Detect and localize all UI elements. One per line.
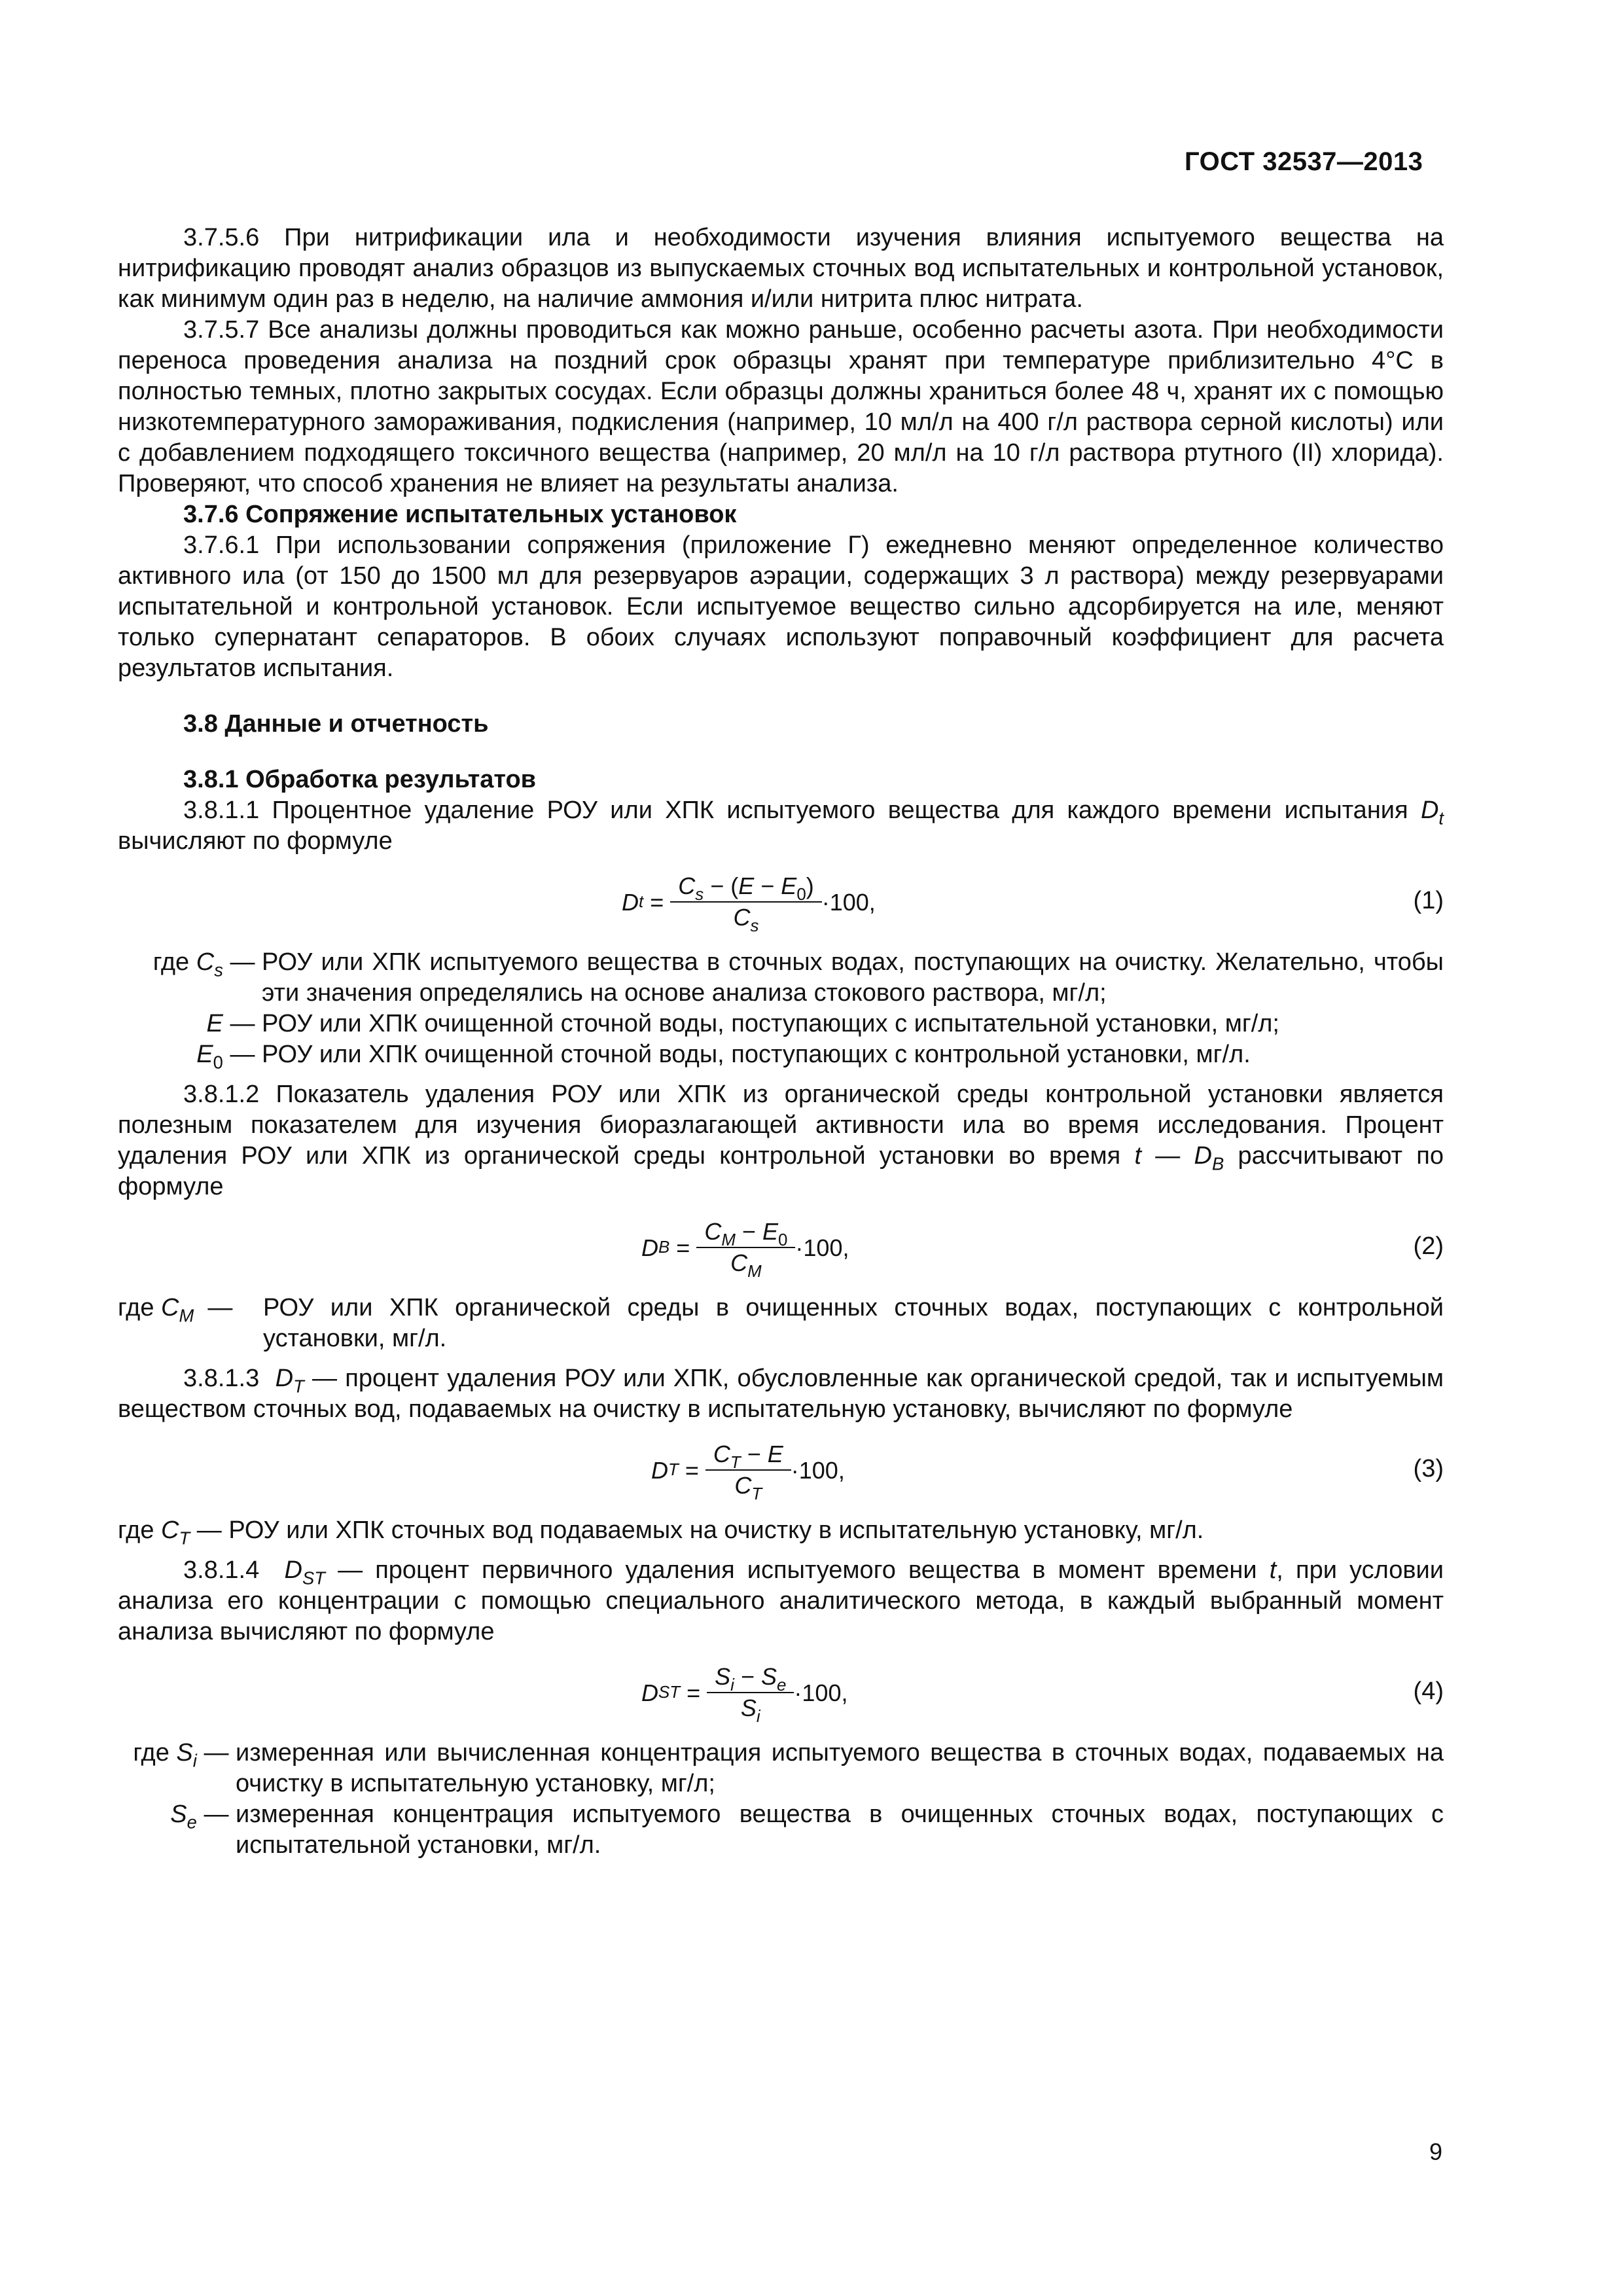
paragraph-3-8-1-2: 3.8.1.2 Показатель удаления РОУ или ХПК из органической среды контрольной установки является полезным показателем для изучения биоразлагающей активности ила во время исследования. Процент удаления РОУ или ХПК из органической среды контрольной установки во время t — $D_B$ рассчитывают по формуле — [118, 1081, 1444, 1200]
formula-1: D t = $\frac{C_s - (E - E_0)}{C_s}$ ·100, (1) — [622, 872, 1444, 936]
formula-4: D ST = $\frac{S_i - S_e}{S_i}$ ·100, (4) — [641, 1663, 1444, 1727]
where-row: $S_e$ — измеренная концентрация испытуемого вещества в очищенных сточных водах, поступающих с испытательной установки, мг/л. — [170, 1801, 1444, 1859]
where-row: где $S_i$ — измеренная или вычисленная концентрация испытуемого вещества в сточных водах, подаваемых на очистку в испытательную установку, мг/л; — [133, 1739, 1444, 1797]
where-row: где $C_s$ — РОУ или ХПК испытуемого вещества в сточных водах, поступающих на очистку. Желательно, чтобы эти значения определялись на основе анализа стокового раствора, мг/л; — [152, 948, 1444, 1007]
heading-3-8: 3.8 Данные и отчетность — [183, 710, 489, 738]
heading-3-7-6: 3.7.6 Сопряжение испытательных установок — [183, 501, 737, 528]
where-row: где $C_M$ — РОУ или ХПК органической среды в очищенных сточных водах, поступающих с контрольной установки, мг/л. — [118, 1294, 1444, 1352]
formula-number-1: (1) — [1413, 887, 1444, 914]
paragraph-3-8-1-1: 3.8.1.1 Процентное удаление РОУ или ХПК испытуемого вещества для каждого времени испытания $D_t$ вычисляют по формуле — [118, 797, 1444, 855]
paragraph-3-7-6-1: 3.7.6.1 При использовании сопряжения (приложение Г) ежедневно меняют определенное количество активного ила (от 150 до 1500 мл для резервуаров аэрации, содержащих 3 л раствора) между резервуарами испытательной и контрольной установок. Если испытуемое вещество сильно адсорбируется на иле, меняют только супернатант сепараторов. В обоих случаях используют поправочный коэффициент для расчета результатов испытания. — [118, 531, 1444, 682]
formula-3: D T = $\frac{C_T - E}{C_T}$ ·100, (3) — [651, 1441, 1444, 1504]
formula-number-4: (4) — [1413, 1677, 1444, 1705]
document-body — [118, 223, 1444, 1861]
page-number: 9 — [1429, 2138, 1443, 2165]
where-row: E — РОУ или ХПК очищенной сточной воды, поступающих с испытательной установки, мг/л; — [206, 1010, 1279, 1037]
heading-3-8-1: 3.8.1 Обработка результатов — [183, 766, 537, 793]
paragraph-3-8-1-3: 3.8.1.3 $D_T$ — процент удаления РОУ или ХПК, обусловленные как органической средой, так и испытуемым веществом сточных вод, подаваемых на очистку в испытательную установку, вычисляют по формуле — [118, 1365, 1444, 1423]
where-row: $E_0$ — РОУ или ХПК очищенной сточной воды, поступающих с контрольной установки, мг/л. — [196, 1041, 1251, 1073]
where-row: где $C_T$ — РОУ или ХПК сточных вод подаваемых на очистку в испытательную установку, мг/л. — [118, 1516, 1204, 1549]
document-header: ГОСТ 32537—2013 — [1185, 147, 1423, 176]
formula-number-2: (2) — [1413, 1232, 1444, 1260]
paragraph-3-7-5-7: 3.7.5.7 Все анализы должны проводиться как можно раньше, особенно расчеты азота. При необходимости переноса проведения анализа на поздний срок образцы хранят при температуре приблизительно 4°С в полностью темных, плотно закрытых сосудах. Если образцы должны храниться более 48 ч, хранят их с помощью низкотемпературного замораживания, подкисления (например, 10 мл/л на 400 г/л раствора серной кислоты) или с добавлением подходящего токсичного вещества (например, 20 мл/л на 10 г/л раствора ртутного (II) хлорида). Проверяют, что способ хранения не влияет на результаты анализа. — [118, 316, 1444, 497]
paragraph-3-8-1-4: 3.8.1.4 $D_{ST}$ — процент первичного удаления испытуемого вещества в момент времени t, при условии анализа его концентрации с помощью специального аналитического метода, в каждый выбранный момент анализа вычисляют по формуле — [118, 1556, 1444, 1645]
formula-2: D B = $\frac{C_M - E_0}{C_M}$ ·100, (2) — [641, 1218, 1444, 1282]
formula-number-3: (3) — [1413, 1455, 1444, 1482]
paragraph-3-7-5-6: 3.7.5.6 При нитрификации ила и необходимости изучения влияния испытуемого вещества на нитрификацию проводят анализ образцов из выпускаемых сточных вод испытательных и контрольной установок, как минимум один раз в неделю, на наличие аммония и/или нитрита плюс нитрата. — [118, 224, 1444, 313]
